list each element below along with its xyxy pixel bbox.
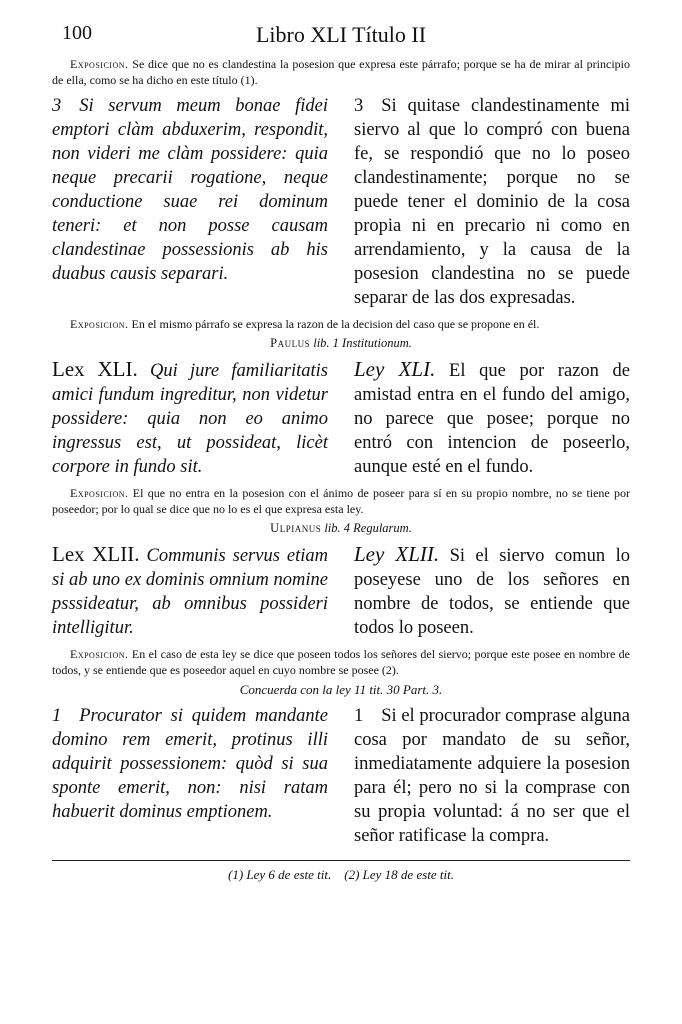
spanish-column <box>354 357 630 479</box>
latin-column <box>52 704 328 848</box>
paragraph-number: 3 <box>52 96 62 116</box>
exposition-label: Exposicion. <box>70 57 129 71</box>
latin-text: Qui jure familiaritatis amici fundum ingreditur, non videtur possidere: quia non eo animo ingressus est, ut possideat, licèt corpore in fundo sit. <box>52 361 328 477</box>
exposition-label: Exposicion. <box>70 647 129 661</box>
page <box>52 20 630 883</box>
footnote-divider <box>52 860 630 861</box>
exposition-note-4 <box>52 646 630 678</box>
lex-41 <box>52 357 630 479</box>
exposition-text: En el caso de esta ley se dice que poseen todos los señores del siervo; porque este posee en nombre de todos, y se entiende que es poseedor aquel en cuyo nombre se posee (2). <box>52 647 631 677</box>
concordance-note: Concuerda con la ley 11 tit. 30 Part. 3. <box>239 682 443 697</box>
exposition-text: En el mismo párrafo se expresa la razon de la decision del caso que se propone en él. <box>131 317 540 331</box>
source-reference: lib. 1 Institutionum. <box>313 336 412 350</box>
latin-text: Communis servus etiam si ab uno ex dominis omnium nomine psssideatur, ab omnibus possideri intelligitur. <box>52 546 328 638</box>
section-3 <box>52 94 630 310</box>
page-header <box>52 20 630 56</box>
law-heading: Lex XLI. <box>52 357 138 381</box>
exposition-note-3 <box>52 485 630 517</box>
source-citation <box>52 336 630 351</box>
paragraph-number: 3 <box>354 96 364 116</box>
spanish-column <box>354 542 630 640</box>
page-number: 100 <box>62 22 92 44</box>
latin-text: Procurator si quidem mandante domino rem emerit, protinus illi adquirit possessionem: quòd si sua sponte emerit, non: nisi ratam habuerit dominus emptionem. <box>52 706 328 822</box>
law-heading: Ley XLII. <box>354 542 440 566</box>
source-citation <box>52 521 630 536</box>
spanish-column <box>354 94 630 310</box>
footnote-2: (2) Ley 18 de este tit. <box>344 867 454 882</box>
exposition-note-1 <box>52 56 630 88</box>
spanish-text: Si el siervo comun lo poseyese uno de los señores en nombre de todos, se entiende que todos lo poseen. <box>354 546 631 638</box>
spanish-text: Si quitase clandestinamente mi siervo al que lo compró con buena fe, se respondió que no lo poseo clandestinamente; porque no se puede tener el dominio de la cosa propia ni en precario ni como en arrendamiento, y la causa de la posesion clandestina no se puede separar de las dos expresadas. <box>354 96 630 308</box>
latin-text: Si servum meum bonae fidei emptori clàm abduxerim, respondit, non videri me clàm possidere: quia neque precarii rogatione, neque conductione suae rei dominum teneri: et non posse causam clandestinae possessionis ab his duabus causis separari. <box>52 96 328 284</box>
exposition-text: Se dice que no es clandestina la posesion que expresa este párrafo; porque se ha de mirar al principio de ella, como se ha dicho en este título (1). <box>52 57 631 87</box>
section-1 <box>52 704 630 848</box>
source-reference: lib. 4 Regularum. <box>324 521 412 535</box>
exposition-label: Exposicion. <box>70 486 129 500</box>
source-author: Paulus <box>270 336 311 350</box>
footnote-1: (1) Ley 6 de este tit. <box>228 867 332 882</box>
running-title: Libro XLI Título II <box>255 22 427 47</box>
law-heading: Ley XLI. <box>354 357 436 381</box>
paragraph-number: 1 <box>354 706 364 726</box>
spanish-column <box>354 704 630 848</box>
latin-column <box>52 542 328 640</box>
latin-column <box>52 357 328 479</box>
law-heading: Lex XLII. <box>52 542 140 566</box>
exposition-text: El que no entra en la posesion con el ánimo de poseer para sí en su propio nombre, no se tiene por poseedor; por lo qual se dice que no lo es el que expresa esta ley. <box>52 486 631 516</box>
footnotes <box>52 867 630 883</box>
latin-column <box>52 94 328 310</box>
exposition-label: Exposicion. <box>70 317 129 331</box>
exposition-note-2 <box>52 316 630 332</box>
spanish-text: Si el procurador comprase alguna cosa por mandato de su señor, inmediatamente adquiere la posesion para él; pero no si la comprase con su propia voluntad: á no ser que el señor ratificase la compra. <box>354 706 630 846</box>
lex-42 <box>52 542 630 640</box>
source-author: Ulpianus <box>270 521 322 535</box>
spanish-text: El que por razon de amistad entra en el fundo del amigo, no parece que posee; porque no entró con intencion de poseerlo, aunque esté en el fundo. <box>354 361 630 477</box>
paragraph-number: 1 <box>52 706 62 726</box>
